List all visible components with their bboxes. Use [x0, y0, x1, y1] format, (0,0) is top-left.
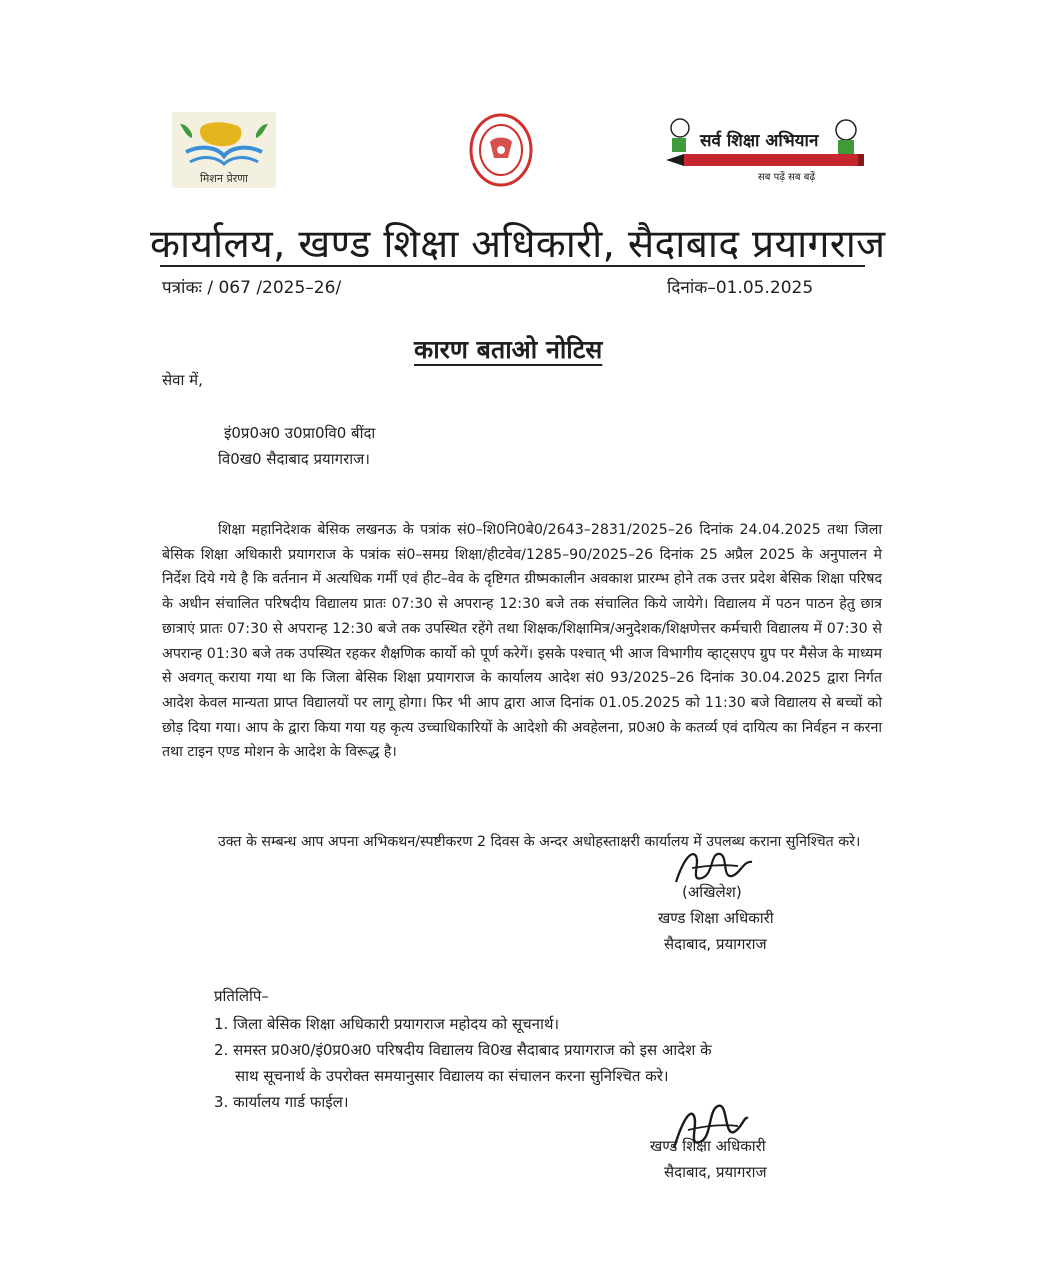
addressee-line-1: इं0प्र0अ0 उ0प्रा0वि0 बींदा [224, 424, 376, 442]
sarva-shiksha-abhiyan-logo [662, 112, 866, 190]
copy-to-item-3: 3. कार्यालय गार्ड फाईल। [214, 1093, 349, 1111]
mission-prerna-caption: मिशन प्रेरणा [199, 172, 249, 185]
body-paragraph-2: उक्त के सम्बन्ध आप अपना अभिकथन/स्पष्टीकरण 2 दिवस के अन्दर अधोहस्ताक्षरी कार्यालय में उपलब्ध कराना सुनिश्चित करे। [218, 834, 861, 850]
notice-title: कारण बताओ नोटिस [414, 335, 603, 364]
signatory-place: सैदाबाद, प्रयागराज [664, 935, 767, 953]
sarva-shiksha-brand: सर्व शिक्षा अभियान [700, 131, 819, 151]
up-seal-icon [468, 112, 534, 188]
sarva-shiksha-tagline: सब पढ़ें सब बढ़ें [758, 172, 816, 183]
copy-to-item-1: 1. जिला बेसिक शिक्षा अधिकारी प्रयागराज महोदय को सूचनार्थ। [214, 1015, 560, 1033]
mission-prerna-logo [172, 112, 276, 188]
copy-to-title: प्रतिलिपि– [214, 987, 269, 1005]
up-government-seal [468, 112, 534, 188]
signatory-2-title: खण्ड शिक्षा अधिकारी [650, 1137, 766, 1155]
addressee-line-2: वि0ख0 सैदाबाद प्रयागराज। [218, 450, 370, 468]
heading-divider [160, 265, 865, 267]
signatory-name: (अखिलेश) [682, 883, 742, 901]
signatory-title: खण्ड शिक्षा अधिकारी [658, 909, 774, 927]
signatory-2-place: सैदाबाद, प्रयागराज [664, 1163, 767, 1181]
office-heading: कार्यालय, खण्ड शिक्षा अधिकारी, सैदाबाद प्रयागराज [150, 222, 886, 267]
letter-date: दिनांक–01.05.2025 [667, 278, 814, 298]
copy-to-item-2-continued: साथ सूचनार्थ के उपरोक्त समयानुसार विद्यालय का संचालन करना सुनिश्चित करे। [235, 1067, 669, 1085]
reference-number: पत्रांकः / 067 /2025–26/ [162, 278, 342, 298]
copy-to-item-2: 2. समस्त प्र0अ0/इं0प्र0अ0 परिषदीय विद्यालय वि0ख सैदाबाद प्रयागराज को इस आदेश के [214, 1041, 712, 1059]
up-seal-text [468, 112, 469, 113]
salutation: सेवा में, [162, 371, 203, 389]
body-paragraph-1: शिक्षा महानिदेशक बेसिक लखनऊ के पत्रांक सं0–शि0नि0बे0/2643–2831/2025–26 दिनांक 24.04.2025 तथा जिला बेसिक शिक्षा अधिकारी प्रयागराज के पत्रांक सं0–समग्र शिक्षा/हीटवेव/1285–90/2025–26 दिनांक 25 अप्रैल 2025 के अनुपालन मे निर्देश दिये गये है कि वर्तनान में अत्यधिक गर्मी एवं हीट–वेव के दृष्टिगत ग्रीष्मकालीन अवकाश प्रारम्भ होने तक उत्तर प्रदेश बेसिक शिक्षा परिषद के अधीन संचालित परिषदीय विद्यालय प्रातः 07:30 से अपरान्ह 12:30 बजे तक संचालित किये जायेगे। विद्यालय में पठन पाठन हेतु छात्र छात्राएं प्रातः 07:30 से अपरान्ह 12:30 बजे तक उपस्थित रहेंगे तथा शिक्षक/शिक्षामित्र/अनुदेशक/शिक्षणेत्तर कर्मचारी विद्यालय में 07:30 से अपरान्ह 01:30 बजे तक उपस्थित रहकर शैक्षणिक कार्यो को पूर्ण करेगें। इसके पश्चात् भी आज विभागीय व्हाट्सएप ग्रुप पर मैसेज के माध्यम से अवगत् कराया गया था कि जिला बेसिक शिक्षा प्रयागराज के कार्यालय आदेश सं0 93/2025–26 दिनांक 30.04.2025 द्वारा निर्गत आदेश केवल मान्यता प्राप्त विद्यालयों पर लागू होगा। फिर भी आप द्वारा आज दिनांक 01.05.2025 को 11:30 बजे विद्यालय से बच्चों को छोड़ दिया गया। आप के द्वारा किया गया यह कृत्य उच्चाधिकारियों के आदेशो की अवहेलना, प्र0अ0 के कतर्व्य एवं दायित्य का निर्वहन न करना तथा टाइन एण्ड मोशन के आदेश के विरूद्ध है। [162, 522, 882, 761]
